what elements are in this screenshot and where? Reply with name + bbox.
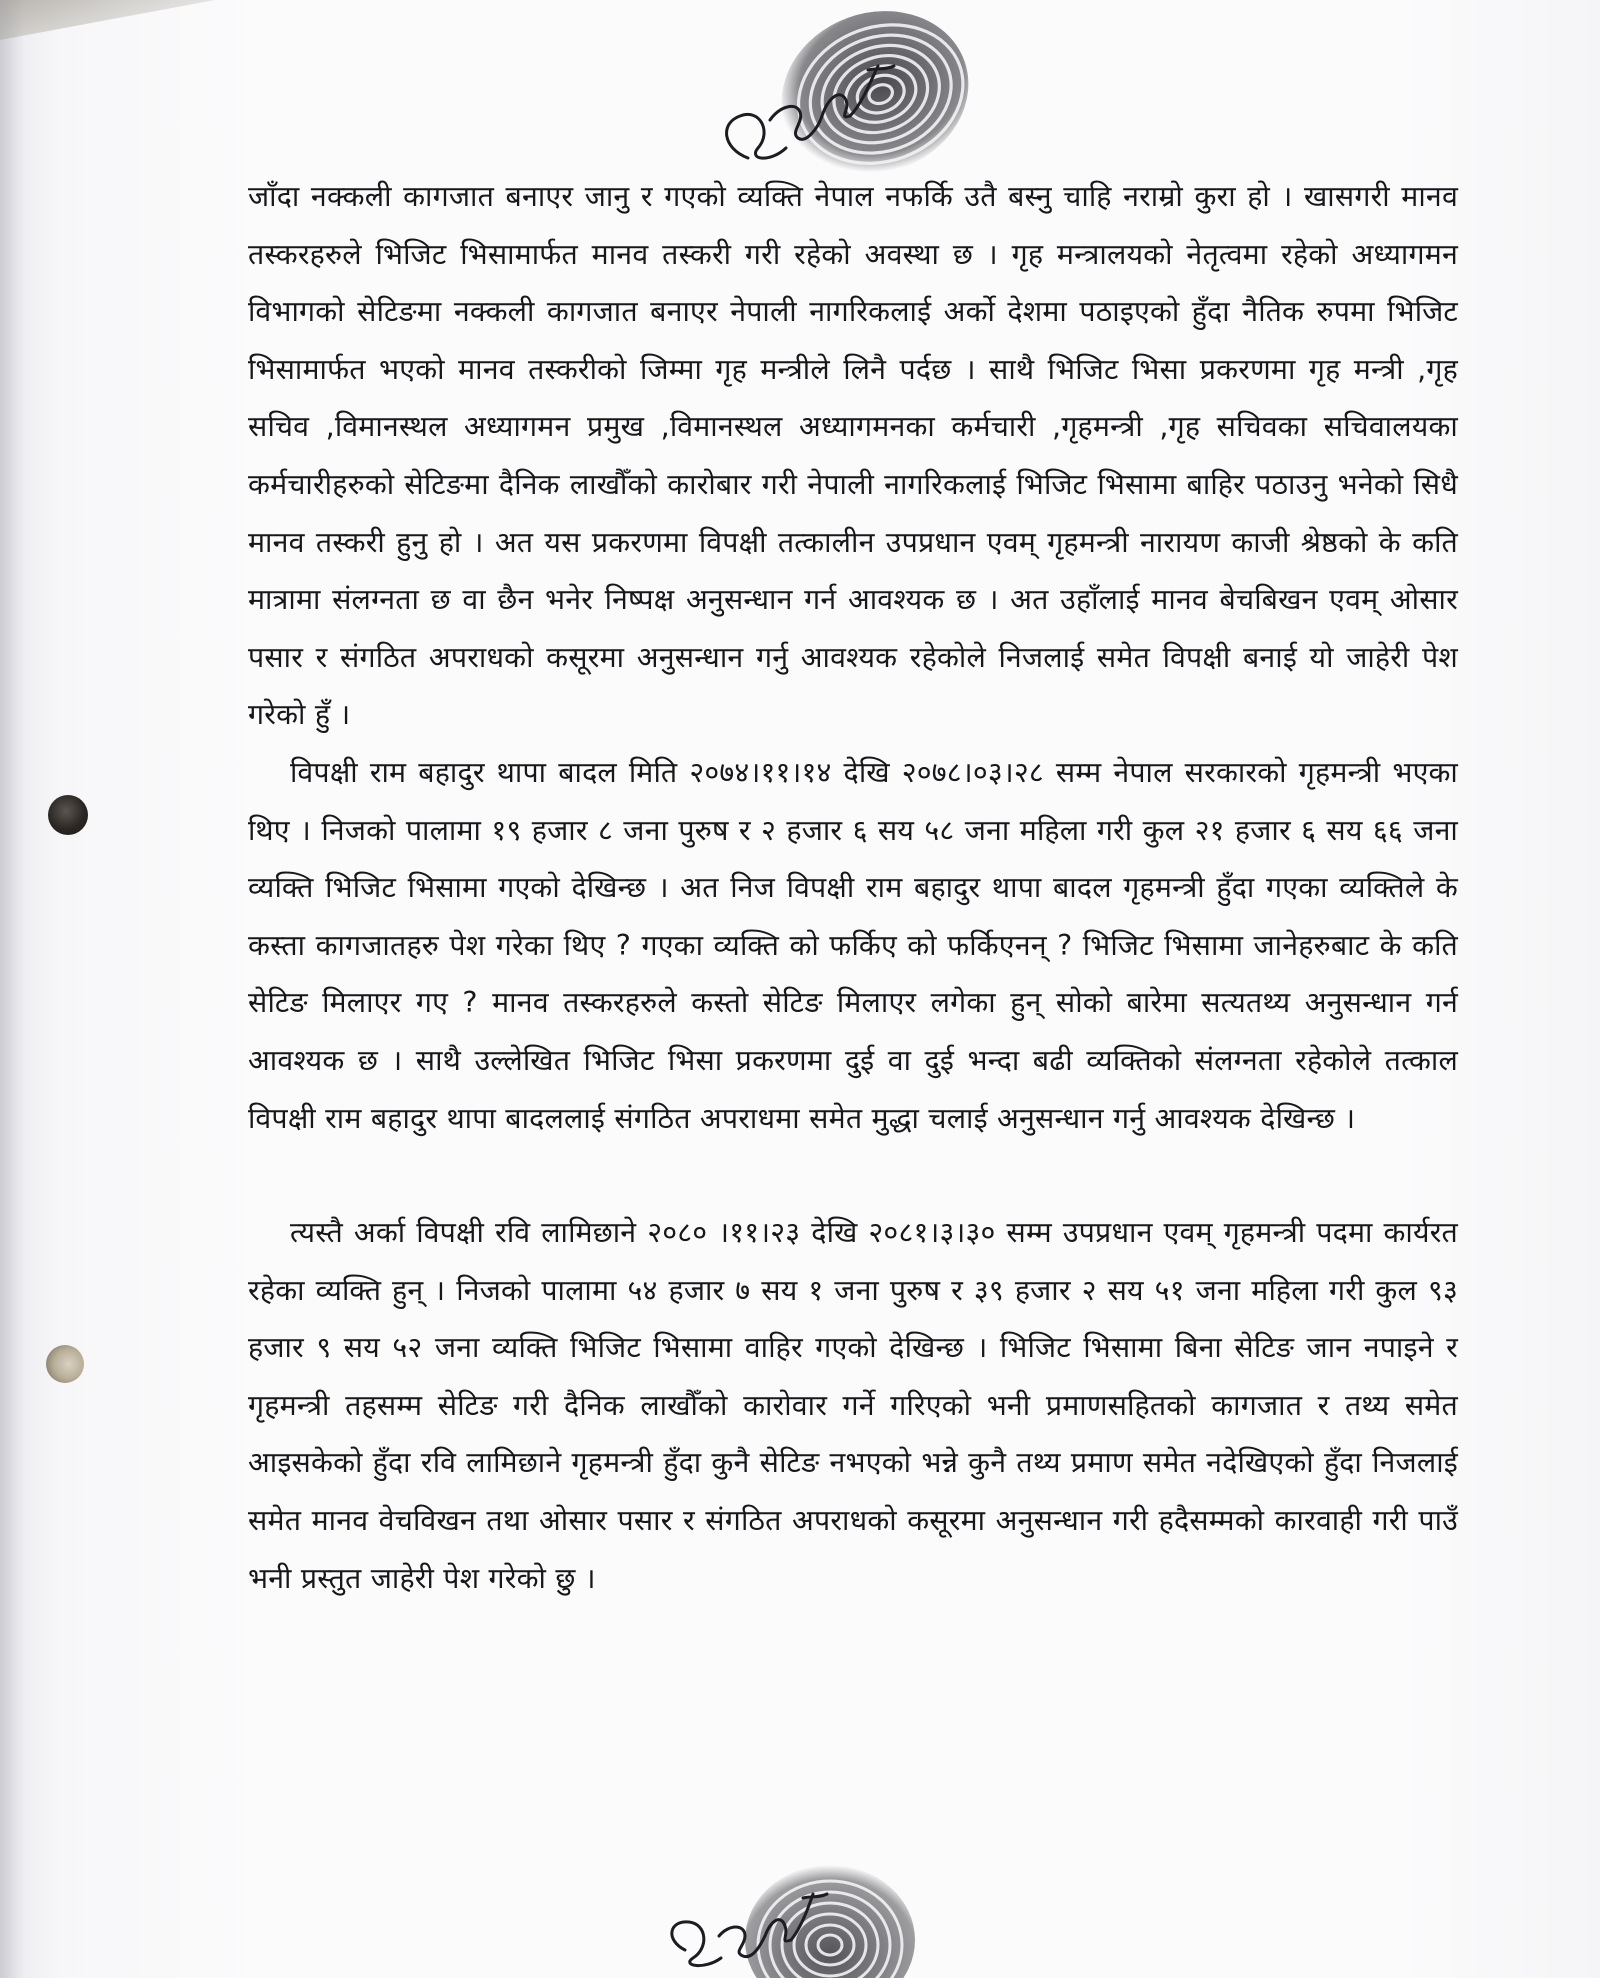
paragraph-1: जाँदा नक्कली कागजात बनाएर जानु र गएको व्यक्ति नेपाल नफर्कि उतै बस्नु चाहि नराम्रो कुरा हो । खासगरी मानव तस्करहरुले भिजिट भिसामार्फत मानव तस्करी गरी रहेको अवस्था छ । गृह मन्त्रालयको नेतृत्वमा रहेको अध्यागमन विभागको सेटिङमा नक्कली कागजात बनाएर नेपाली नागरिकलाई अर्को देशमा पठाइएको हुँदा नैतिक रुपमा भिजिट भिसामार्फत भएको मानव तस्करीको जिम्मा गृह मन्त्रीले लिनै पर्दछ । साथै भिजिट भिसा प्रकरणमा गृह मन्त्री ,गृह सचिव ,विमानस्थल अध्यागमन प्रमुख ,विमानस्थल अध्यागमनका कर्मचारी ,गृहमन्त्री ,गृह सचिवका सचिवालयका कर्मचारीहरुको सेटिङमा दैनिक लाखौँको कारोबार गरी नेपाली नागरिकलाई भिजिट भिसामा बाहिर पठाउनु भनेको सिधै मानव तस्करी हुनु हो । अत यस प्रकरणमा विपक्षी तत्कालीन उपप्रधान एवम् गृहमन्त्री नारायण काजी श्रेष्ठको के कति मात्रामा संलग्नता छ वा छैन भनेर निष्पक्ष अनुसन्धान गर्न आवश्यक छ । अत उहाँलाई मानव बेचबिखन एवम् ओसार पसार र संगठित अपराधको कसूरमा अनुसन्धान गर्नु आवश्यक रहेकोले निजलाई समेत विपक्षी बनाई यो जाहेरी पेश गरेको हुँ । bbox=[248, 180, 1458, 732]
punch-hole-bottom bbox=[46, 1345, 84, 1383]
top-thumbprint-icon bbox=[700, 8, 1000, 178]
top-signature-thumbprint bbox=[700, 8, 1000, 182]
bottom-thumbprint-icon bbox=[645, 1840, 945, 1978]
bottom-signature-thumbprint bbox=[645, 1840, 945, 1978]
document-body bbox=[248, 168, 1458, 1858]
paragraph-3: त्यस्तै अर्का विपक्षी रवि लामिछाने २०८० ।११।२३ देखि २०८१।३।३० सम्म उपप्रधान एवम् गृहमन्त्री पदमा कार्यरत रहेका व्यक्ति हुन् । निजको पालामा ५४ हजार ७ सय १ जना पुरुष र ३९ हजार २ सय ५१ जना महिला गरी कुल ९३ हजार ९ सय ५२ जना व्यक्ति भिजिट भिसामा वाहिर गएको देखिन्छ । भिजिट भिसामा बिना सेटिङ जान नपाइने र गृहमन्त्री तहसम्म सेटिङ गरी दैनिक लाखौँको कारोवार गर्ने गरिएको भनी प्रमाणसहितको कागजात र तथ्य समेत आइसकेको हुँदा रवि लामिछाने गृहमन्त्री हुँदा कुनै सेटिङ नभएको भन्ने कुनै तथ्य प्रमाण समेत नदेखिएको हुँदा निजलाई समेत मानव वेचविखन तथा ओसार पसार र संगठित अपराधको कसूरमा अनुसन्धान गरी हदैसम्मको कारवाही गरी पाउँ भनी प्रस्तुत जाहेरी पेश गरेको छु । bbox=[248, 1216, 1458, 1595]
punch-hole-top bbox=[48, 795, 88, 835]
page-corner-shadow bbox=[0, 0, 215, 40]
page-curl-shadow bbox=[0, 0, 24, 1978]
paragraph-2: विपक्षी राम बहादुर थापा बादल मिति २०७४।११।१४ देखि २०७८।०३।२८ सम्म नेपाल सरकारको गृहमन्त्री भएका थिए । निजको पालामा १९ हजार ८ जना पुरुष र २ हजार ६ सय ५८ जना महिला गरी कुल २१ हजार ६ सय ६६ जना व्यक्ति भिजिट भिसामा गएको देखिन्छ । अत निज विपक्षी राम बहादुर थापा बादल गृहमन्त्री हुँदा गएका व्यक्तिले के कस्ता कागजातहरु पेश गरेका थिए ? गएका व्यक्ति को फर्किए को फर्किएनन् ? भिजिट भिसामा जानेहरुबाट के कति सेटिङ मिलाएर गए ? मानव तस्करहरुले कस्तो सेटिङ मिलाएर लगेका हुन् सोको बारेमा सत्यतथ्य अनुसन्धान गर्न आवश्यक छ । साथै उल्लेखित भिजिट भिसा प्रकरणमा दुई वा दुई भन्दा बढी व्यक्तिको संलग्नता रहेकोले तत्काल विपक्षी राम बहादुर थापा बादललाई संगठित अपराधमा समेत मुद्धा चलाई अनुसन्धान गर्नु आवश्यक देखिन्छ । bbox=[248, 755, 1458, 1135]
